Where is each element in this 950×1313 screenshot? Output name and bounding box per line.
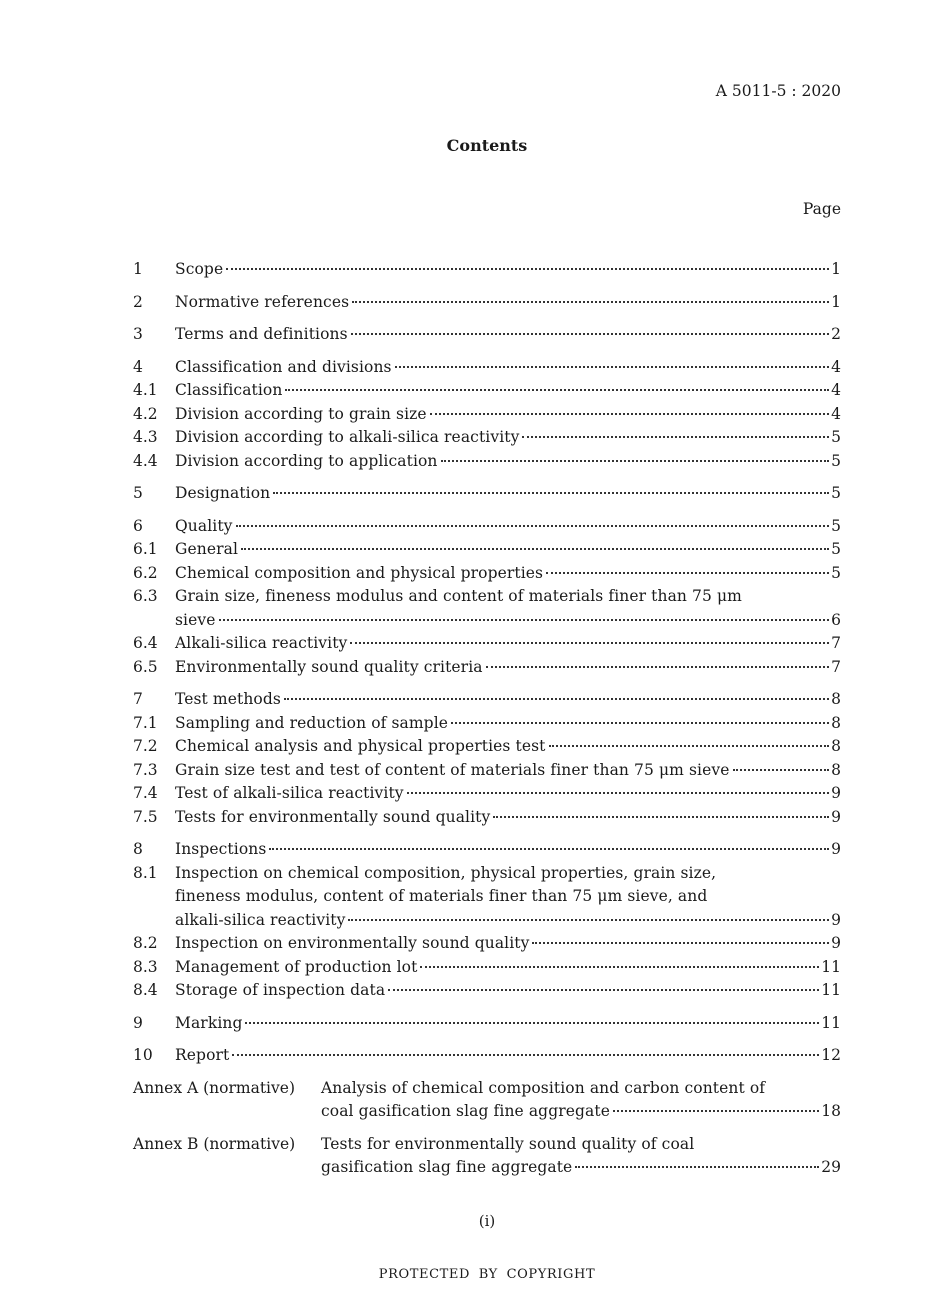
- toc-entry[interactable]: [133, 482, 841, 506]
- toc-entry-title: Division according to grain size: [175, 404, 427, 423]
- toc-entry[interactable]: [133, 1012, 841, 1036]
- toc-leader-dots: [236, 525, 830, 527]
- toc-entry[interactable]: [133, 862, 841, 886]
- toc-entry[interactable]: [133, 1044, 841, 1068]
- toc-entry-title: Inspection on chemical composition, physical properties, grain size,: [175, 863, 717, 882]
- toc-entry-title: Classification: [175, 381, 283, 399]
- toc-entry-number: 8: [133, 840, 143, 858]
- toc-section: [133, 1012, 841, 1036]
- toc-entry-number: 6.2: [133, 563, 158, 582]
- toc-entry[interactable]: [133, 258, 841, 282]
- toc-section: [133, 838, 841, 1003]
- toc-entry-title: Chemical analysis and physical properties test: [175, 737, 546, 755]
- toc-leader-dots: [226, 268, 829, 270]
- toc-leader-dots: [532, 942, 829, 944]
- toc-entry-number: 4.3: [133, 428, 158, 446]
- toc-entry-continuation[interactable]: [133, 909, 841, 933]
- toc-entry[interactable]: [133, 585, 841, 609]
- toc-entry-page: 6: [831, 610, 841, 629]
- toc-section: [133, 258, 841, 282]
- toc-section: [133, 1044, 841, 1068]
- toc-entry-title: Test of alkali-silica reactivity: [175, 784, 404, 802]
- annex-entry[interactable]: [321, 1077, 841, 1101]
- toc-entry-page: 1: [831, 292, 841, 311]
- toc-section: [133, 482, 841, 506]
- toc-section: [133, 323, 841, 347]
- toc-entry-title: Normative references: [175, 292, 350, 311]
- toc-entry[interactable]: [133, 688, 841, 712]
- toc-entry-page: 5: [831, 451, 841, 470]
- annex-body: [321, 1077, 841, 1124]
- toc-leader-dots: [352, 301, 829, 303]
- toc-entry-number: 8.3: [133, 957, 158, 976]
- annex-entry-title: Analysis of chemical composition and carbon content of: [321, 1078, 766, 1097]
- toc-entry-title: Alkali-silica reactivity: [175, 634, 348, 652]
- toc-entry-number: 8.1: [133, 863, 158, 882]
- toc-entry-page: 4: [831, 381, 841, 399]
- toc-entry-title: Division according to alkali-silica reactivity: [175, 428, 520, 446]
- toc-entry-number: 4.1: [133, 381, 158, 399]
- toc-entry-page: 5: [831, 516, 841, 535]
- toc-entry-number: 6: [133, 516, 143, 535]
- toc-entry-title: Inspection on environmentally sound quality: [175, 934, 530, 952]
- toc-leader-dots: [284, 698, 829, 700]
- page-column-label: Page: [802, 200, 841, 218]
- toc-section: [133, 356, 841, 474]
- annex-entry-page: 29: [821, 1158, 841, 1176]
- toc-entry-title: Chemical composition and physical properties: [175, 563, 544, 582]
- toc-entry[interactable]: [133, 403, 841, 427]
- toc-section: [133, 291, 841, 315]
- toc-entry-page: 9: [831, 910, 841, 929]
- annex-entry[interactable]: [321, 1133, 841, 1157]
- toc-leader-dots: [493, 816, 829, 818]
- page-title: Contents: [446, 136, 528, 155]
- toc-entry[interactable]: [133, 712, 841, 736]
- toc-leader-dots: [395, 366, 830, 368]
- toc-entry[interactable]: [133, 735, 841, 759]
- toc-entry[interactable]: [133, 956, 841, 980]
- toc-entry-number: 7.3: [133, 760, 158, 779]
- toc-entry-number: 7.4: [133, 784, 158, 802]
- toc-entry-page: 9: [831, 840, 841, 858]
- toc-entry[interactable]: [133, 632, 841, 656]
- toc-entry-number: 7.1: [133, 713, 158, 732]
- toc-entry-number: 1: [133, 260, 143, 278]
- toc-entry[interactable]: [133, 426, 841, 450]
- toc-entry-number: 6.5: [133, 657, 158, 676]
- toc-entry-number: 6.3: [133, 587, 158, 605]
- toc-entry-page: 4: [831, 357, 841, 376]
- toc-leader-dots: [441, 460, 830, 462]
- toc-entry-title: Sampling and reduction of sample: [175, 713, 449, 732]
- toc-entry-title: Report: [175, 1046, 230, 1064]
- toc-entry-number: 4.2: [133, 404, 158, 423]
- toc-entry-page: 11: [821, 957, 841, 976]
- toc-entry-page: 8: [831, 760, 841, 779]
- annex-body: [321, 1133, 841, 1180]
- toc-entry-page: 4: [831, 404, 841, 423]
- toc-section: [133, 515, 841, 680]
- toc-entry-number: 6.4: [133, 634, 158, 652]
- toc-entry-title: Inspections: [175, 840, 267, 858]
- toc-entry-page: 9: [831, 934, 841, 952]
- page-number: (i): [478, 1212, 496, 1230]
- toc-leader-dots: [348, 919, 829, 921]
- toc-entry-number: 5: [133, 484, 143, 502]
- toc-annex: [133, 1133, 841, 1180]
- toc-leader-dots: [733, 769, 830, 771]
- toc-entry-number: 3: [133, 325, 143, 343]
- annex-label: Annex A (normative): [133, 1078, 295, 1097]
- toc-entry-title: Test methods: [175, 690, 281, 708]
- toc-leader-dots: [522, 436, 829, 438]
- toc-leader-dots: [546, 572, 829, 574]
- toc-entry-title: Quality: [175, 516, 233, 535]
- toc-entry-page: 12: [821, 1046, 841, 1064]
- toc-leader-dots: [351, 333, 829, 335]
- toc-entry-page: 8: [831, 737, 841, 755]
- toc-entry-title: Grain size test and test of content of materials finer than 75 μm sieve: [175, 760, 730, 779]
- toc-entry[interactable]: [133, 356, 841, 380]
- toc-leader-dots: [285, 389, 829, 391]
- toc-entry-page: 5: [831, 428, 841, 446]
- toc-entry-title: Designation: [175, 484, 271, 502]
- toc-entry[interactable]: [133, 656, 841, 680]
- toc-leader-dots: [388, 989, 819, 991]
- toc-entry-page: 7: [831, 634, 841, 652]
- toc-leader-dots: [613, 1110, 819, 1112]
- toc-entry-title: alkali-silica reactivity: [175, 910, 346, 929]
- toc-entry-title: General: [175, 540, 239, 558]
- toc-annex: [133, 1077, 841, 1124]
- toc-entry-continuation[interactable]: [133, 609, 841, 633]
- toc-entry-number: 7: [133, 690, 143, 708]
- annex-entry-page: 18: [821, 1102, 841, 1120]
- toc-entry-page: 5: [831, 484, 841, 502]
- toc-leader-dots: [430, 413, 829, 415]
- toc-entry-title: Tests for environmentally sound quality: [175, 807, 491, 826]
- toc-leader-dots: [420, 966, 819, 968]
- toc-entry-title: sieve: [175, 610, 216, 629]
- annex-entry-title: coal gasification slag fine aggregate: [321, 1102, 610, 1120]
- toc-leader-dots: [407, 792, 829, 794]
- toc-entry-title: Marking: [175, 1013, 243, 1032]
- toc-entry-number: 7.5: [133, 807, 158, 826]
- toc-leader-dots: [245, 1022, 819, 1024]
- toc-entry-page: 11: [821, 981, 841, 999]
- toc-entry-number: 10: [133, 1046, 153, 1064]
- toc-entry[interactable]: [133, 979, 841, 1003]
- toc-leader-dots: [350, 642, 829, 644]
- toc-entry-page: 8: [831, 690, 841, 708]
- toc-leader-dots: [269, 848, 829, 850]
- toc-entry[interactable]: [133, 932, 841, 956]
- annex-entry[interactable]: [321, 1156, 841, 1180]
- annex-entry-title: gasification slag fine aggregate: [321, 1158, 573, 1176]
- toc-entry[interactable]: [133, 806, 841, 830]
- toc-entry-number: 8.2: [133, 934, 158, 952]
- toc-entry-page: 9: [831, 784, 841, 802]
- toc-leader-dots: [575, 1166, 819, 1168]
- toc-entry-title: Grain size, fineness modulus and content of materials finer than 75 μm: [175, 587, 742, 605]
- toc-entry-page: 8: [831, 713, 841, 732]
- toc-entry-page: 2: [831, 325, 841, 343]
- toc-entry-title: Division according to application: [175, 451, 438, 470]
- toc-entry-number: 2: [133, 292, 143, 311]
- toc-entry-title: Management of production lot: [175, 957, 418, 976]
- toc-section: [133, 688, 841, 829]
- toc-entry[interactable]: [133, 450, 841, 474]
- toc-entry-page: 1: [831, 260, 841, 278]
- toc-leader-dots: [232, 1054, 819, 1056]
- toc-entry[interactable]: [133, 562, 841, 586]
- toc-leader-dots: [241, 548, 829, 550]
- toc-entry-page: 11: [821, 1013, 841, 1032]
- toc-leader-dots: [486, 666, 830, 668]
- document-id: A 5011-5 : 2020: [715, 82, 841, 100]
- toc-entry[interactable]: [133, 538, 841, 562]
- toc-entry-title: Terms and definitions: [175, 325, 348, 343]
- toc-entry[interactable]: [133, 782, 841, 806]
- toc-entry-title: Scope: [175, 260, 224, 278]
- toc-entry-title: Environmentally sound quality criteria: [175, 657, 483, 676]
- toc-entry-number: 4.4: [133, 451, 158, 470]
- toc-entry-page: 9: [831, 807, 841, 826]
- copyright-notice: PROTECTED BY COPYRIGHT: [378, 1267, 596, 1282]
- toc-leader-dots: [219, 619, 830, 621]
- annex-entry[interactable]: [321, 1100, 841, 1124]
- toc-entry-continuation[interactable]: [133, 885, 841, 909]
- annex-entry-title: Tests for environmentally sound quality of coal: [321, 1134, 695, 1153]
- toc-entry-page: 7: [831, 657, 841, 676]
- toc-leader-dots: [273, 492, 829, 494]
- toc-entry-title: fineness modulus, content of materials finer than 75 μm sieve, and: [175, 887, 708, 905]
- toc-entry-title: Storage of inspection data: [175, 981, 386, 999]
- table-of-contents: [133, 258, 841, 1189]
- toc-entry-number: 6.1: [133, 540, 158, 558]
- toc-entry[interactable]: [133, 323, 841, 347]
- toc-leader-dots: [549, 745, 830, 747]
- toc-entry[interactable]: [133, 291, 841, 315]
- toc-entry-number: 8.4: [133, 981, 158, 999]
- annex-label: Annex B (normative): [133, 1134, 296, 1153]
- toc-entry[interactable]: [133, 379, 841, 403]
- toc-entry[interactable]: [133, 838, 841, 862]
- toc-entry[interactable]: [133, 515, 841, 539]
- toc-entry-number: 4: [133, 357, 143, 376]
- toc-entry-page: 5: [831, 563, 841, 582]
- toc-leader-dots: [451, 722, 829, 724]
- toc-entry-number: 9: [133, 1013, 143, 1032]
- toc-entry[interactable]: [133, 759, 841, 783]
- toc-entry-title: Classification and divisions: [175, 357, 392, 376]
- toc-entry-number: 7.2: [133, 737, 158, 755]
- toc-entry-page: 5: [831, 540, 841, 558]
